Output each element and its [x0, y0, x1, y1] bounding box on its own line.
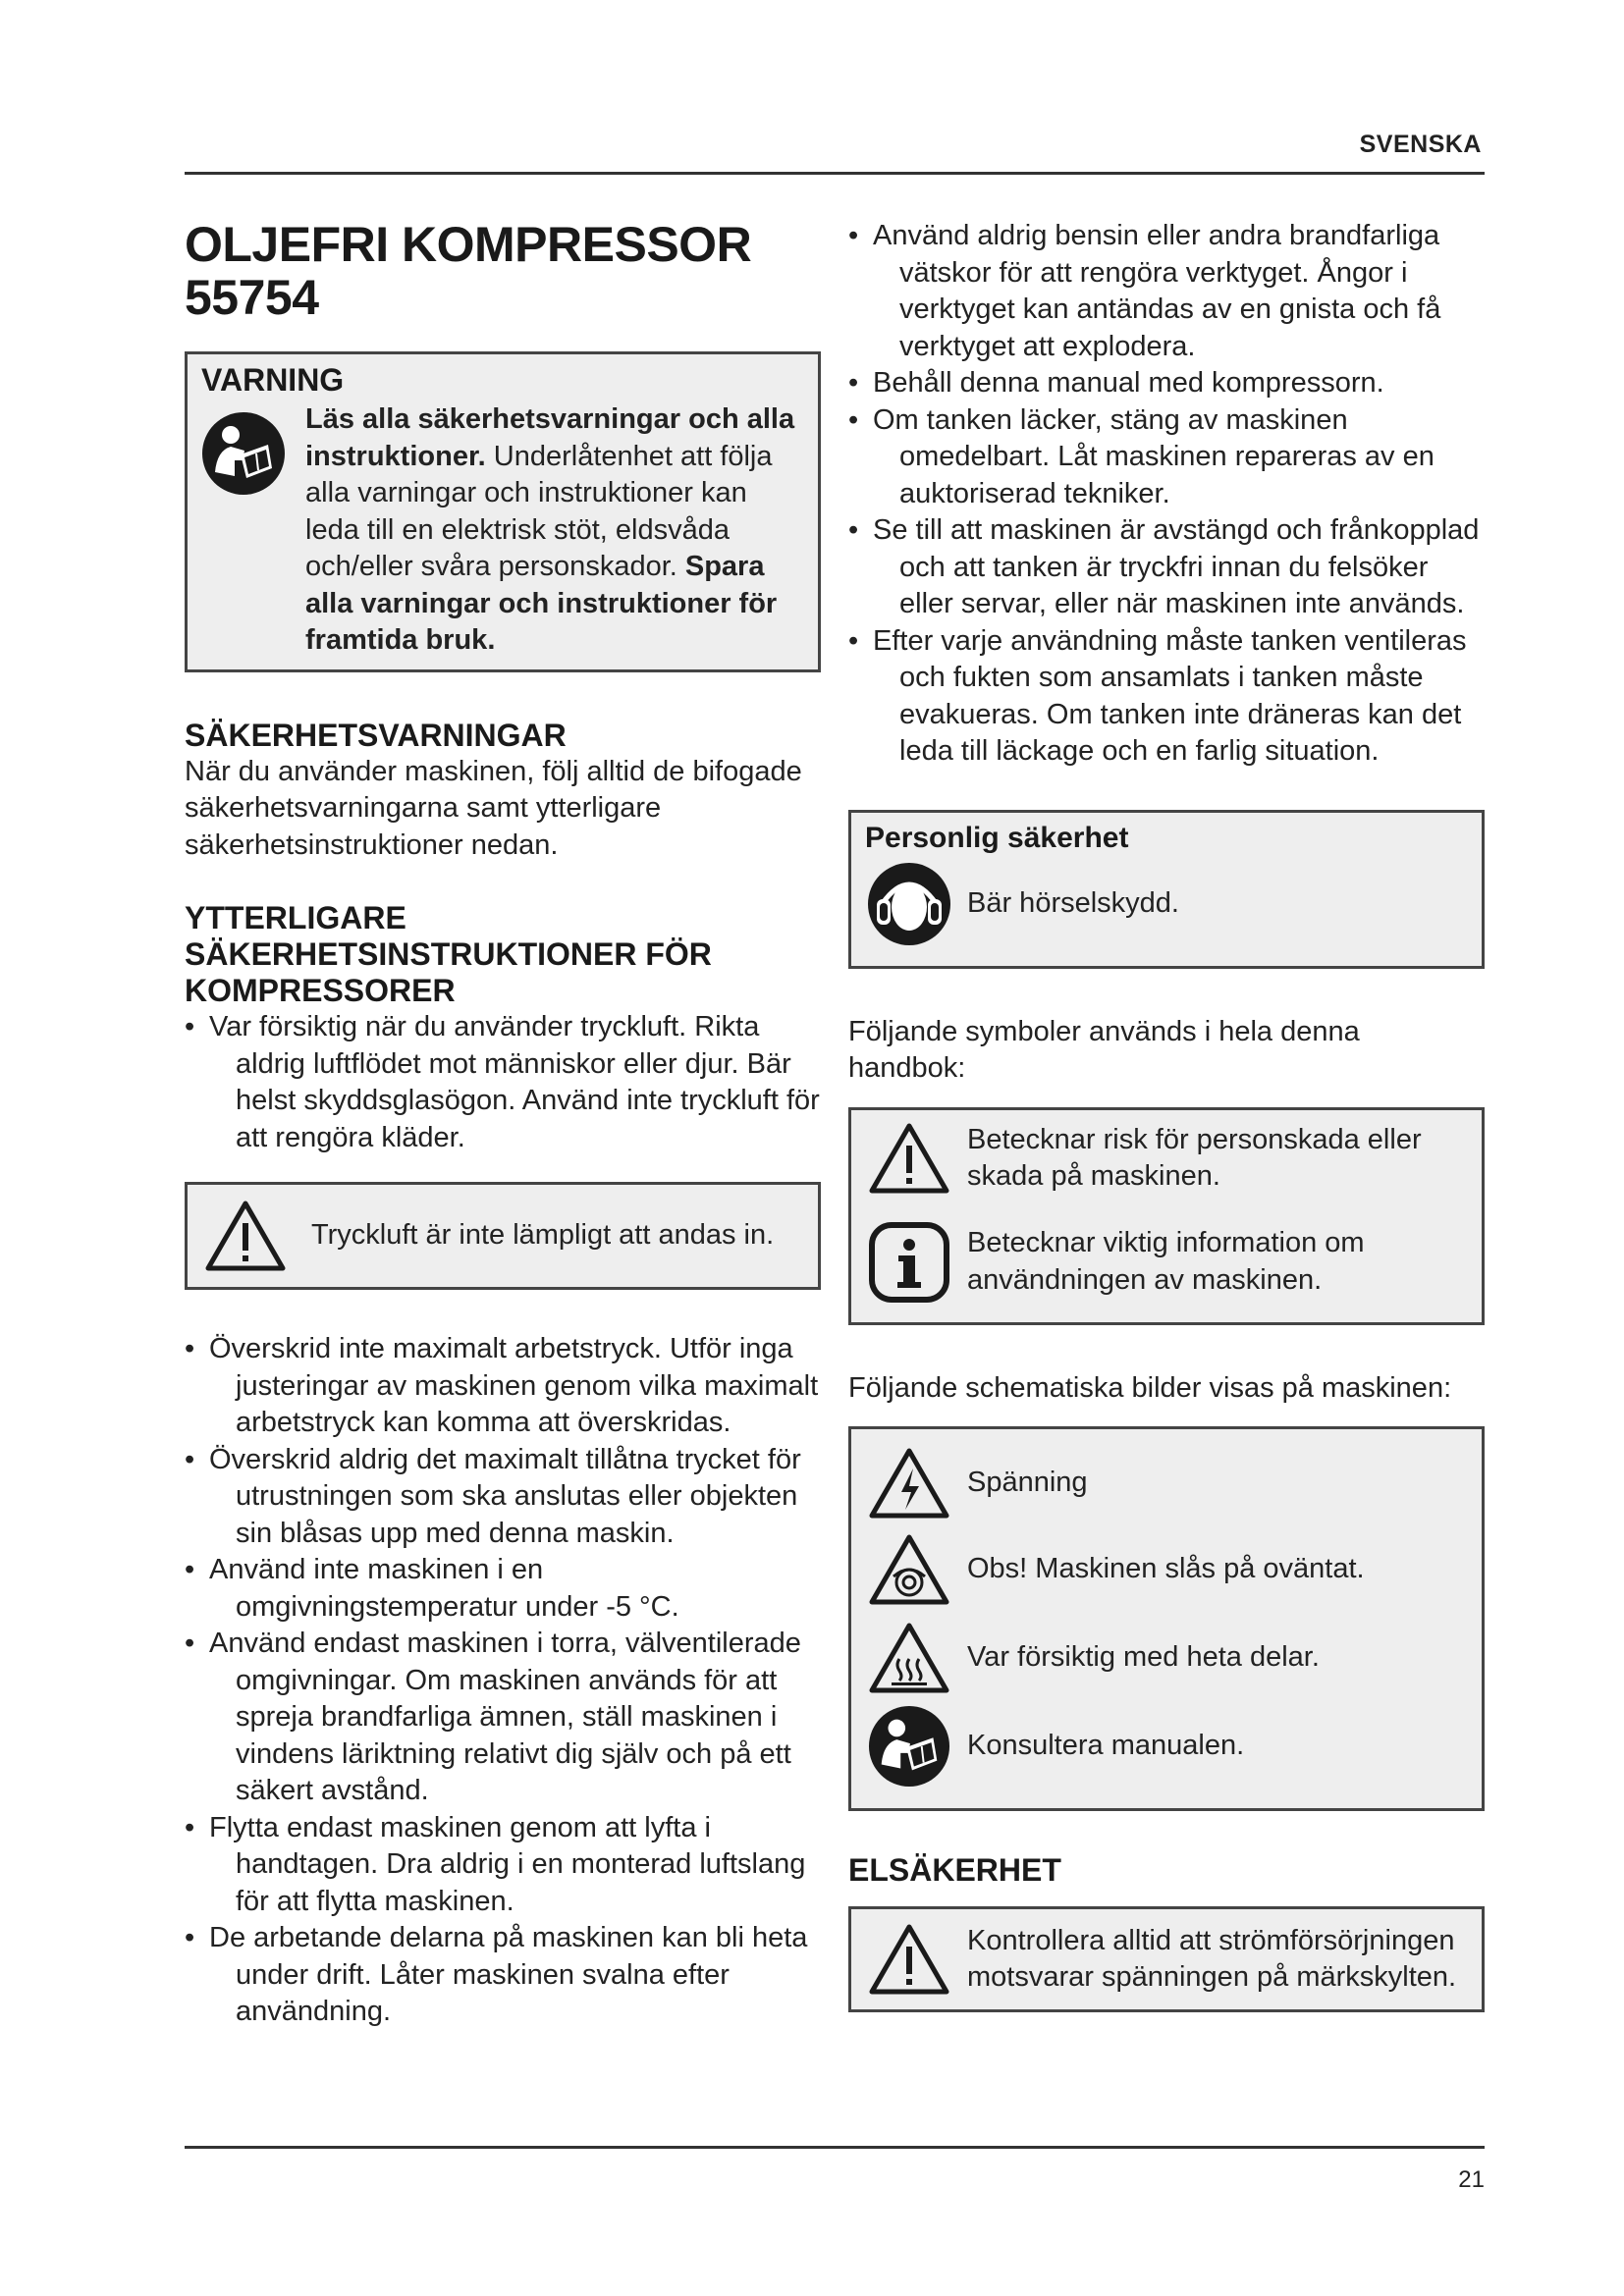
electrical-safety-box — [848, 1906, 1485, 2012]
header-language: SVENSKA — [1359, 131, 1482, 158]
personal-safety-text: Bär hörselskydd. — [967, 886, 1179, 919]
list-item: • Behåll denna manual med kompressorn. — [848, 365, 1485, 402]
list-item: • Använd aldrig bensin eller andra brandfarliga vätskor för att rengöra verktyget. Ångor i verktyget kan antändas av en gnista och få verktyget att explodera. — [848, 218, 1485, 365]
document-title — [185, 218, 821, 324]
info-icon — [865, 1221, 953, 1304]
personal-safety-box — [848, 810, 1485, 969]
symbols-intro: Följande symboler används i hela denna handbok: — [848, 1015, 1360, 1084]
warning-bold-2: Spara alla varningar och instruktioner för framtida bruk. — [305, 551, 778, 656]
list-item: • De arbetande delarna på maskinen kan bli heta under drift. Låter maskinen svalna efter användning. — [185, 1920, 821, 2031]
hot-surface-icon — [865, 1622, 953, 1694]
safety-warnings-body: När du använder maskinen, följ alltid de bifogade säkerhetsvarningarna samt ytterligare säkerhetsinstruktioner nedan. — [185, 755, 802, 861]
header-rule — [185, 172, 1485, 175]
air-warning-box — [185, 1182, 821, 1290]
hearing-protection-icon — [865, 862, 953, 946]
air-warning-text: Tryckluft är inte lämpligt att andas in. — [311, 1219, 775, 1252]
compressor-instructions-heading: YTTERLIGARE SÄKERHETSINSTRUKTIONER FÖR KOMPRESSORER — [185, 900, 712, 1008]
list-item: • Var försiktig när du använder tryckluft. Rikta aldrig luftflödet mot människor eller djur. Bär helst skyddsglasögon. Använd inte tryckluft för att rengöra kläder. — [185, 1009, 821, 1156]
list-item: • Använd inte maskinen i en omgivningstemperatur under -5 °C. — [185, 1552, 821, 1626]
list-item: • Se till att maskinen är avstängd och frånkopplad och att tanken är tryckfri innan du felsöker eller servar, eller när maskinen inte används. — [848, 512, 1485, 623]
warning-triangle-icon — [865, 1923, 953, 1996]
list-item: • Om tanken läcker, stäng av maskinen omedelbart. Låt maskinen repareras av en auktoriserad tekniker. — [848, 402, 1485, 513]
list-item: • Använd endast maskinen i torra, välventilerade omgivningar. Om maskinen används för att spreja brandfarliga ämnen, ställ maskinen i vindens läriktning relativt dig själv och på ett säkert avstånd. — [185, 1626, 821, 1810]
safety-warnings-heading: SÄKERHETSVARNINGAR — [185, 717, 567, 753]
list-item: • Överskrid inte maximalt arbetstryck. Utför inga justeringar av maskinen genom vilka maximalt arbetstryck kan komma att överskridas. — [185, 1331, 821, 1442]
read-manual-icon — [865, 1705, 953, 1788]
manual-text: Konsultera manualen. — [967, 1730, 1245, 1762]
footer-rule — [185, 2146, 1485, 2149]
bullet-list-a — [185, 1009, 821, 1156]
list-item: • Efter varje användning måste tanken ventileras och fukten som ansamlats i tanken måste evakueras. Om tanken inte dräneras kan det leda till läckage och en farlig situation. — [848, 623, 1485, 771]
read-manual-icon — [201, 411, 286, 496]
list-item: • Överskrid aldrig det maximalt tillåtna trycket för utrustningen som ska anslutas eller objekten sin blåsas upp med denna maskin. — [185, 1442, 821, 1553]
auto-start-text: Obs! Maskinen slås på oväntat. — [967, 1553, 1365, 1585]
bullet-list-c — [848, 218, 1485, 771]
schematic-box — [848, 1426, 1485, 1811]
warning-text — [286, 401, 804, 660]
voltage-text: Spänning — [967, 1467, 1088, 1499]
right-column — [848, 218, 1485, 2012]
hot-surface-text: Var försiktig med heta delar. — [967, 1641, 1320, 1674]
list-item: • Flytta endast maskinen genom att lyfta i handtagen. Dra aldrig i en monterad luftslang för att flytta maskinen. — [185, 1810, 821, 1921]
warning-triangle-icon — [201, 1200, 290, 1272]
page-number: 21 — [1458, 2166, 1485, 2193]
title-line-2: 55754 — [185, 270, 319, 325]
warning-box — [185, 351, 821, 672]
voltage-icon — [865, 1447, 953, 1520]
title-line-1: OLJEFRI KOMPRESSOR — [185, 217, 752, 272]
symbol-risk-text: Betecknar risk för personskada eller skada på maskinen. — [967, 1123, 1422, 1192]
warning-bold-1: Läs alla säkerhetsvarningar och alla instruktioner. — [305, 403, 795, 472]
left-column — [185, 218, 821, 2031]
warning-triangle-icon — [865, 1122, 953, 1195]
symbols-box — [848, 1107, 1485, 1325]
warning-text-1: Underlåtenhet att följa alla varningar och instruktioner kan leda till en elektrisk stöt, eldsvåda och/eller svåra personskador. — [305, 440, 773, 582]
electrical-safety-heading: ELSÄKERHET — [848, 1852, 1061, 1888]
auto-start-icon — [865, 1533, 953, 1606]
electrical-safety-text: Kontrollera alltid att strömförsörjningen motsvarar spänningen på märkskylten. — [967, 1924, 1457, 1993]
symbol-info-text: Betecknar viktig information om användningen av maskinen. — [967, 1227, 1365, 1296]
schematic-intro: Följande schematiska bilder visas på maskinen: — [848, 1371, 1452, 1404]
warning-title: VARNING — [201, 362, 345, 398]
bullet-list-b — [185, 1331, 821, 2031]
personal-safety-title: Personlig säkerhet — [865, 821, 1129, 854]
